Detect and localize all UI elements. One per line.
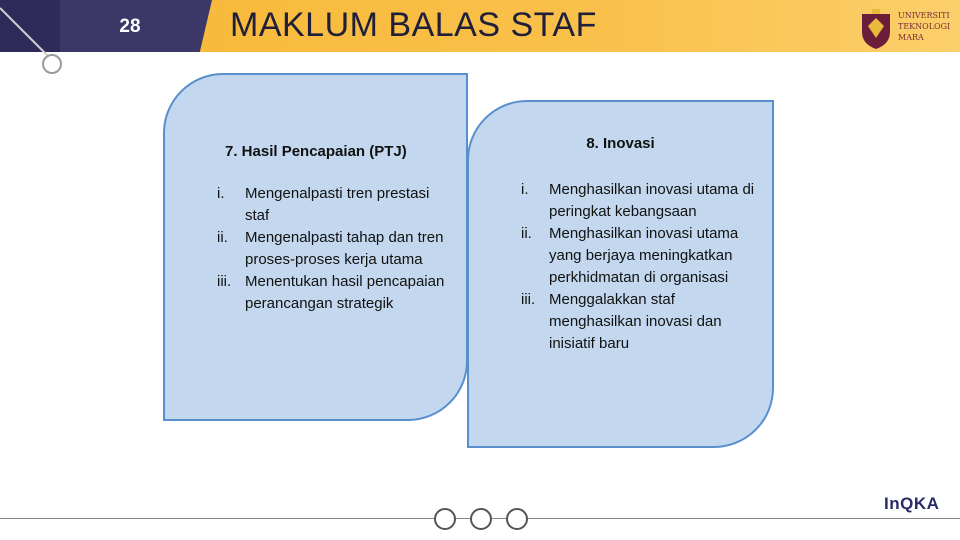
card-title: 8. Inovasi [586, 135, 655, 152]
circle-marker-icon [42, 54, 62, 74]
list-item-text: Menghasilkan inovasi utama di peringkat kebangsaan [549, 181, 755, 220]
logo-line: MARA [898, 33, 924, 42]
list-item [217, 227, 447, 271]
list-item-text: Mengenalpasti tren prestasi staf [245, 185, 430, 224]
list-marker: i. [521, 181, 529, 198]
card-list [217, 183, 447, 315]
nav-dot-icon[interactable] [470, 508, 492, 530]
logo-line: UNIVERSITI [898, 11, 950, 20]
card-hasil-pencapaian [163, 73, 468, 421]
list-item-text: Menghasilkan inovasi utama yang berjaya meningkatkan perkhidmatan di organisasi [549, 225, 739, 286]
list-item-text: Menggalakkan staf menghasilkan inovasi dan inisiatif baru [549, 291, 722, 352]
list-item [217, 271, 447, 315]
list-item [521, 179, 761, 223]
list-marker: iii. [521, 291, 536, 308]
crest-icon [858, 8, 894, 50]
slide-title: MAKLUM BALAS STAF [230, 6, 597, 44]
list-marker: ii. [521, 225, 532, 242]
nav-dot-icon[interactable] [506, 508, 528, 530]
slide-number: 28 [119, 16, 141, 37]
list-item-text: Menentukan hasil pencapaian perancangan strategik [245, 273, 445, 312]
university-logo-text [898, 10, 958, 43]
card-title: 7. Hasil Pencapaian (PTJ) [225, 143, 407, 160]
list-item [521, 223, 761, 289]
list-item [217, 183, 447, 227]
inqka-logo: InQKA [884, 494, 940, 513]
nav-dot-icon[interactable] [434, 508, 456, 530]
list-marker: i. [217, 185, 225, 202]
list-marker: iii. [217, 273, 232, 290]
list-marker: ii. [217, 229, 228, 246]
logo-line: TEKNOLOGI [898, 22, 951, 31]
card-list [521, 179, 761, 355]
list-item-text: Mengenalpasti tahap dan tren proses-proses kerja utama [245, 229, 444, 268]
list-item [521, 289, 761, 355]
card-inovasi [467, 100, 774, 448]
decorative-diagonal-line [0, 0, 60, 60]
